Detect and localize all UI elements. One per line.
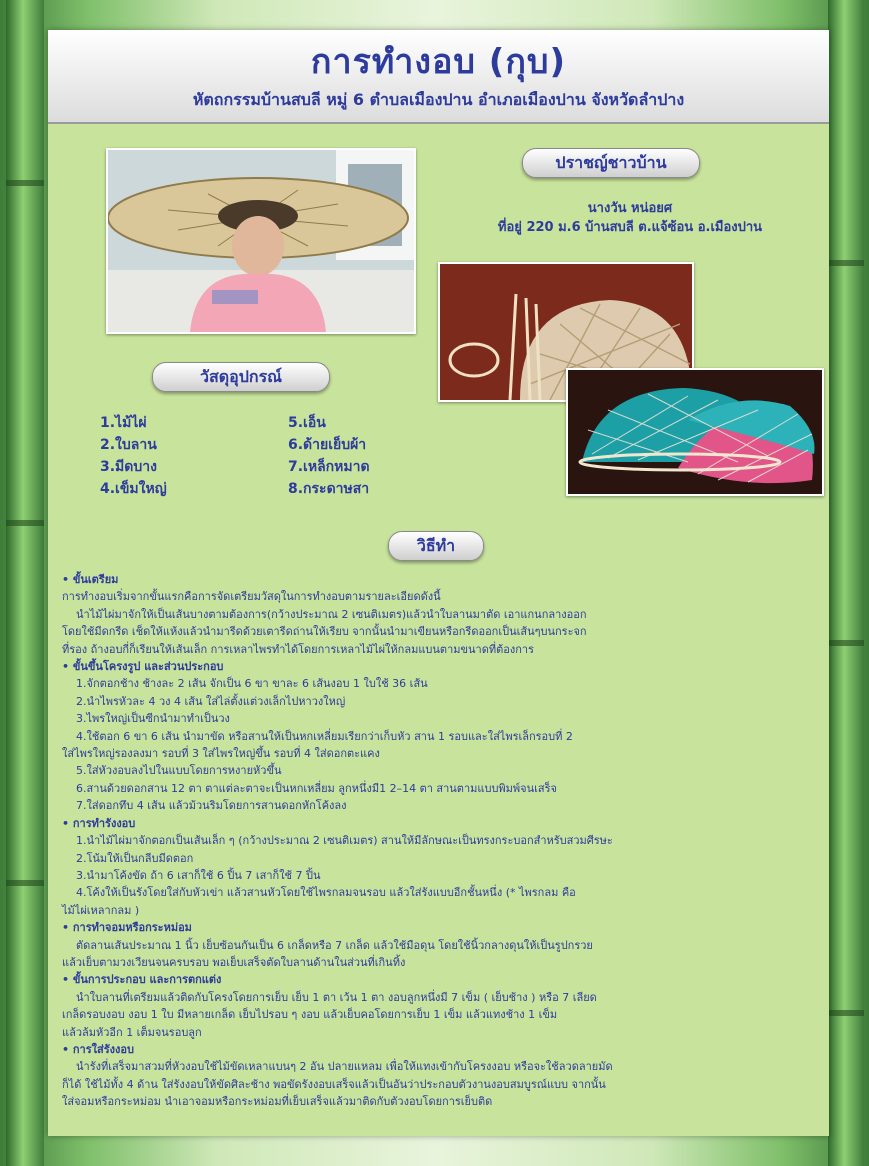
method-line: 4.ใช้ตอก 6 ขา 6 เส้น นำมาขัด หรือสานให้เป็นหกเหลี่ยมเรียกว่าเก็บหัว สาน 1 รอบและใส่ไพรเล็กรอบที่ 2 bbox=[76, 729, 573, 743]
bamboo-stalk-left bbox=[6, 0, 44, 1166]
sage-photo-illustration bbox=[108, 150, 414, 332]
method-line: 2.โน้มให้เป็นกลีบมีดตอก bbox=[76, 851, 194, 865]
method-line: 1.นำไม้ไผ่มาจักตอกเป็นเส้นเล็ก ๆ (กว้างประมาณ 2 เซนติเมตร) สานให้มีลักษณะเป็นทรงกระบอกสำหรับสวมศีรษะ bbox=[76, 834, 613, 848]
method-section-heading: • การใส่รังงอบ bbox=[62, 1042, 134, 1056]
page-title: การทำงอบ (กุบ) bbox=[310, 42, 567, 82]
material-item: 8.กระดาษสา bbox=[288, 481, 370, 497]
method-line: 4.โค้งให้เป็นรังโดยใส่กับหัวเข่า แล้วสานหัวโดยใช้ไพรกลมจนรอบ แล้วใส่รังแบบอีกชั้นหนึ่ง (* ไพรกลม คือ bbox=[76, 886, 576, 900]
material-item: 2.ใบลาน bbox=[100, 437, 157, 453]
method-line: 6.สานด้วยดอกสาน 12 ตา ตาแต่ละตาจะเป็นหกเหลี่ยม ลูกหนึ่งมี1 2–14 ตา สานตามแบบพิมพ์จนเสร็จ bbox=[76, 781, 557, 795]
method-line: ใส่ไพรใหญ่รองลงมา รอบที่ 3 ใส่ไพรใหญ่ขึ้น รอบที่ 4 ใส่ดอกตะแคง bbox=[62, 747, 380, 761]
sage-photo bbox=[106, 148, 416, 334]
page-subtitle: หัตถกรรมบ้านสบลี หมู่ 6 ตำบลเมืองปาน อำเภอเมืองปาน จังหวัดลำปาง bbox=[192, 90, 685, 109]
method-text bbox=[62, 571, 822, 1111]
materials-label: วัสดุอุปกรณ์ bbox=[152, 362, 330, 392]
method-label: วิธีทำ bbox=[388, 531, 484, 561]
method-line: 7.ใส่ดอกทึบ 4 เส้น แล้วม้วนริมโดยการสานดอกหักโค้งลง bbox=[76, 799, 347, 813]
method-line: 1.จักตอกช้าง ช้างละ 2 เส้น จักเป็น 6 ขา ขาละ 6 เส้นงอบ 1 ใบใช้ 36 เส้น bbox=[76, 677, 428, 691]
method-line: ก็ได้ ใช้ไม้ทั้ง 4 ด้าน ใส่รังงอบให้ขัดศิละช้าง พอขัดรังงอบเสร็จแล้วเป็นอันว่าประกอบตัวงานงอบสมบูรณ์แบบ จากนั้น bbox=[62, 1077, 606, 1091]
method-section-heading: • ขั้นขึ้นโครงรูป และส่วนประกอบ bbox=[62, 660, 224, 674]
sage-address: ที่อยู่ 220 ม.6 บ้านสบลี ต.แจ้ซ้อน อ.เมืองปาน bbox=[497, 220, 763, 235]
material-item: 6.ด้ายเย็บผ้า bbox=[288, 437, 367, 453]
method-line: ตัดลานเส้นประมาณ 1 นิ้ว เย็บซ้อนกันเป็น 6 เกล็ดหรือ 7 เกล็ด แล้วใช้มือดุน โดยใช้นิ้วกลางดุนให้เป็นรูปกรวย bbox=[76, 938, 593, 952]
poster bbox=[48, 30, 829, 1136]
method-line: ใส่จอมหรือกระหม่อม นำเอาจอมหรือกระหม่อมที่เย็บเสร็จแล้วมาติดกับตัวงอบโดยการเย็บติด bbox=[62, 1095, 493, 1109]
sage-label: ปราชญ์ชาวบ้าน bbox=[522, 148, 700, 178]
method-line: 5.ใส่หัวงอบลงไปในแบบโดยการหงายหัวขึ้น bbox=[76, 764, 282, 778]
material-item: 7.เหล็กหมาด bbox=[288, 459, 370, 475]
method-section-heading: • ขั้นเตรียม bbox=[62, 573, 119, 586]
header-banner bbox=[48, 30, 829, 124]
sage-name: นางวัน หน่อยศ bbox=[587, 201, 673, 216]
material-item: 4.เข็มใหญ่ bbox=[100, 481, 167, 497]
material-item: 5.เอ็น bbox=[288, 415, 326, 431]
material-item: 3.มีดบาง bbox=[100, 459, 157, 475]
method-line: ไม้ไผ่เหลากลม ) bbox=[62, 903, 140, 917]
method-section-heading: • การทำจอมหรือกระหม่อม bbox=[62, 921, 192, 935]
method-line: การทำงอบเริ่มจากขั้นแรกคือการจัดเตรียมวัสดุในการทำงอบตามรายละเอียดดังนี้ bbox=[62, 590, 441, 604]
method-line: 2.นำไพรหัวละ 4 วง 4 เส้น ใส่ไล่ตั้งแต่วงเล็กไปหาวงใหญ่ bbox=[76, 694, 346, 708]
method-line: แล้วเย็บตามวงเวียนจนครบรอบ พอเย็บเสร็จตัดใบลานด้านในส่วนที่เกินทิ้ง bbox=[62, 955, 406, 969]
method-line: แล้วล้มหัวอีก 1 เต็มจนรอบลูก bbox=[62, 1025, 202, 1039]
method-line: นำไม้ไผ่มาจักให้เป็นเส้นบางตามต้องการ(กว้างประมาณ 2 เซนติเมตร)แล้วนำใบลานมาตัด เอาแกนกลางออก bbox=[76, 607, 587, 621]
method-line: นำใบลานที่เตรียมแล้วติดกับโครงโดยการเย็บ เย็บ 1 ตา เว้น 1 ตา งอบลูกหนึ่งมี 7 เข็ม ( เย็บช้าง ) หรือ 7 เลียด bbox=[76, 990, 597, 1004]
colored-hats-illustration bbox=[568, 370, 822, 494]
method-line: นำรังที่เสร็จมาสวมที่หัวงอบใช้ไม้ขัดเหลาแบนๆ 2 อัน ปลายแหลม เพื่อให้แทงเข้ากับโครงงอบ หรือจะใช้ลวดลายมัด bbox=[76, 1060, 613, 1074]
method-line: 3.ไพรใหญ่เป็นซีกนำมาทำเป็นวง bbox=[76, 712, 230, 726]
colored-hats-photo bbox=[566, 368, 824, 496]
method-section-heading: • การทำรังงอบ bbox=[62, 816, 136, 830]
method-section-heading: • ขั้นการประกอบ และการตกแต่ง bbox=[62, 973, 222, 987]
material-item: 1.ไม้ไผ่ bbox=[100, 415, 147, 431]
method-line: ที่รอง ถ้างอบกี่ก็เรียนให้เส้นเล็ก การเหลาไพรทำได้โดยการเหลาไม้ไผ่ให้กลมแบนตามขนาดที่ต้องการ bbox=[62, 642, 534, 656]
method-line: เกล็ดรอบงอบ งอบ 1 ใบ มีหลายเกล็ด เย็บไปรอบ ๆ งอบ แล้วเย็บคอโดยการเย็บ 1 เข็ม แล้วแทงช้าง 1 เข็ม bbox=[62, 1008, 558, 1022]
bamboo-stalk-right bbox=[828, 0, 864, 1166]
method-line: โดยใช้มีดกรีด เช็ดให้แห้งแล้วนำมารีดด้วยเตารีดถ่านให้เรียบ จากนั้นนำมาเขียนหรือกรีดออกเป็นเส้นๆบนกระจก bbox=[62, 625, 587, 639]
method-line: 3.นำมาโค้งขัด ถ้า 6 เสาก็ใช้ 6 ปิ้น 7 เสาก็ใช้ 7 ปิ้น bbox=[76, 868, 321, 882]
